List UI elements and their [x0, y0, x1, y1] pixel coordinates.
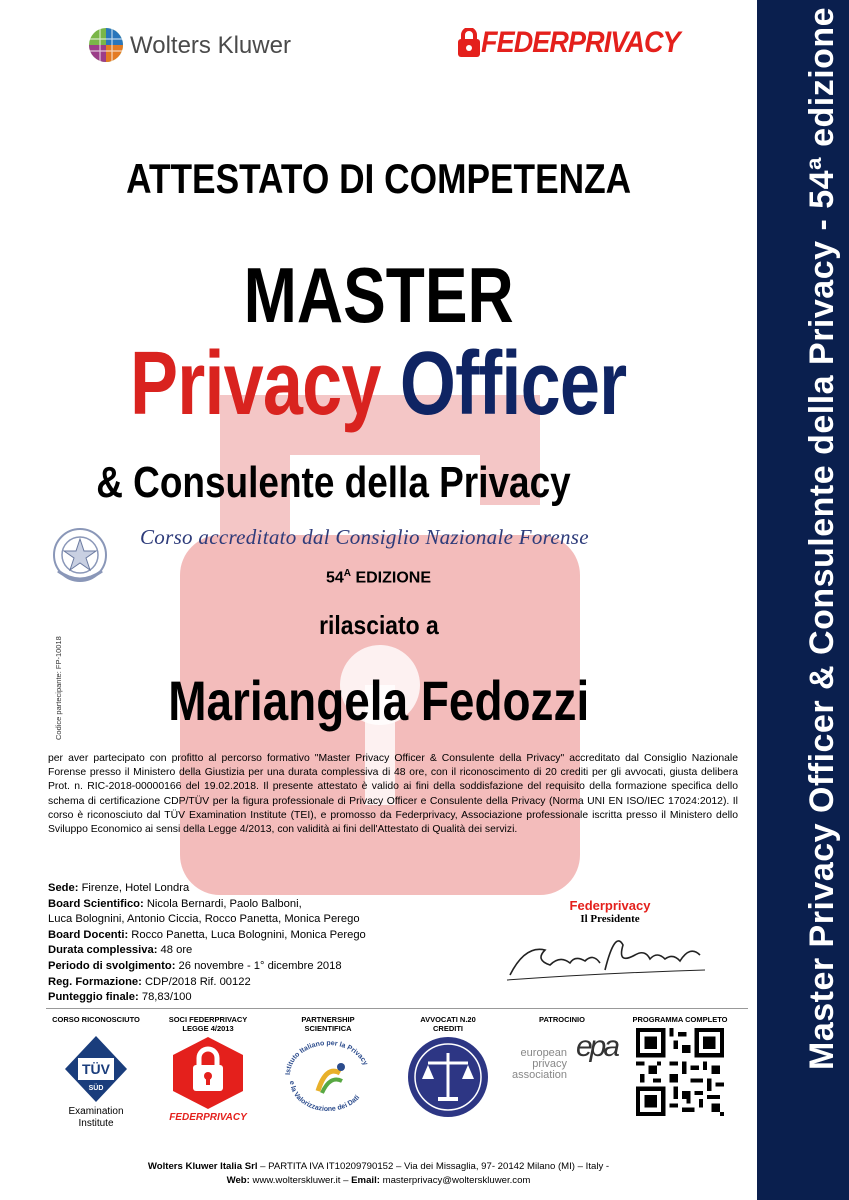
certificate-heading: ATTESTATO DI COMPETENZA — [125, 155, 632, 202]
badge-avvocati-caption: AVVOCATI N.20 CREDITI — [420, 1015, 476, 1033]
badge-programma-caption: PROGRAMMA COMPLETO — [632, 1015, 728, 1024]
punteggio-label: Punteggio finale: — [48, 991, 139, 1004]
footer-line-2 — [0, 1174, 757, 1187]
epa-mark: epa — [576, 1030, 618, 1063]
footer-company-details: – PARTITA IVA IT10209790152 – Via dei Missaglia, 97- 20142 Milano (MI) – Italy - — [257, 1161, 610, 1172]
president-signature — [505, 925, 715, 985]
footer-company: Wolters Kluwer Italia Srl — [147, 1161, 258, 1172]
board-sci-label: Board Scientifico: — [48, 897, 144, 910]
accreditation-line: Corso accreditato dal Consiglio Nazionale Forense — [140, 525, 589, 549]
board-doc-value: Rocco Panetta, Luca Bolognini, Monica Perego — [131, 928, 366, 941]
issued-to-wrap — [0, 610, 757, 644]
signature-role: Il Presidente — [580, 913, 640, 925]
footer-line-1 — [0, 1160, 757, 1173]
separator-line — [46, 1008, 748, 1009]
badge-partnership — [268, 1015, 388, 1117]
federprivacy-badge-icon — [171, 1035, 245, 1111]
program-title-officer: Officer — [400, 334, 627, 434]
periodo-value: 26 novembre - 1° dicembre 2018 — [178, 959, 342, 972]
epa-line-3: association — [512, 1069, 568, 1081]
board-doc-label: Board Docenti: — [48, 928, 129, 941]
badge-federprivacy-caption: SOCI FEDERPRIVACY LEGGE 4/2013 — [168, 1015, 248, 1033]
badge-federprivacy — [148, 1015, 268, 1122]
footer-web-label: Web: — [226, 1175, 250, 1186]
badge-patrocinio — [502, 1015, 622, 1118]
svg-text:Istituto Italiano per la Priva — [285, 1040, 369, 1075]
badge-programma — [620, 1015, 740, 1118]
recipient-name-wrap — [0, 668, 757, 734]
istituto-privacy-logo — [278, 1035, 378, 1115]
tuv-sud-icon — [61, 1034, 131, 1104]
sede-label: Sede: — [48, 882, 79, 894]
reg-label: Reg. Formazione: — [48, 975, 142, 988]
program-subtitle: & Consulente della Privacy — [96, 458, 571, 507]
edition-superscript: A — [343, 568, 351, 579]
footer-email[interactable]: masterprivacy@wolterskluwer.com — [379, 1175, 531, 1186]
program-title-privacy: Privacy — [130, 334, 381, 434]
scales-of-justice-icon — [406, 1035, 490, 1119]
wolters-kluwer-wordmark: Wolters Kluwer — [130, 32, 291, 59]
signature-org: Federprivacy — [569, 898, 651, 913]
badge-avvocati — [388, 1015, 508, 1121]
tuv-mark-text: TÜV — [82, 1061, 110, 1077]
recipient-name: Mariangela Fedozzi — [167, 669, 590, 732]
program-subtitle-wrap — [0, 458, 757, 508]
tuv-sub-2: Institute — [78, 1118, 114, 1129]
side-banner-title: Master Privacy Officer & Consulente della Privacy - 54ª edizione — [803, 6, 841, 1070]
program-title — [0, 333, 757, 433]
qr-code-icon[interactable] — [636, 1028, 724, 1116]
badge-partnership-caption: PARTNERSHIP SCIENTIFICA — [301, 1015, 355, 1033]
footer-web[interactable]: www.wolterskluwer.it – — [249, 1175, 352, 1186]
punteggio-value: 78,83/100 — [141, 991, 192, 1004]
sede-value: Firenze, Hotel Londra — [81, 882, 190, 894]
badge-tuv-caption: CORSO RICONOSCIUTO — [52, 1015, 140, 1024]
course-details — [48, 881, 366, 1006]
istituto-arc-top: Istituto Italiano per la Privacy — [284, 1039, 369, 1076]
footer-email-label: Email: — [351, 1175, 380, 1186]
tuv-sub-1: Examination — [68, 1106, 124, 1117]
board-sci-value-1: Nicola Bernardi, Paolo Balboni, — [146, 897, 302, 910]
wolters-kluwer-mark-icon — [88, 27, 124, 63]
istituto-arc-bottom: e la Valorizzazione dei Dati — [287, 1080, 362, 1114]
wolters-kluwer-logo — [88, 27, 318, 63]
federprivacy-badge-text: FEDERPRIVACY — [169, 1112, 247, 1123]
epa-logo — [502, 1030, 622, 1118]
edition-number: 54 — [325, 569, 344, 587]
federprivacy-wordmark: FEDERPRIVACY — [481, 26, 680, 59]
master-title: MASTER — [243, 251, 514, 339]
certificate-heading-wrap — [0, 155, 757, 205]
federprivacy-logo — [455, 26, 725, 62]
certificate-description: per aver partecipato con profitto al percorso formativo "Master Privacy Officer & Consulente della Privacy" accreditato dal Consiglio Nazionale Forense presso il Ministero della Giustizia per una durata complessiva di 48 ore, con il riconoscimento di 20 crediti per gli avvocati, giusta delibera Prot. n. RIC-2018-00000166 del 19.02.2018. Il presente attestato è valido ai fini della soddisfazione del requisito della formazione specifica dello schema di certificazione CDP/TÜV per la figura professionale di Privacy Officer e Consulente della Privacy (Norma UNI EN ISO/IEC 17024:2012). Il corso è riconosciuto dal TÜV Examination Institute (TEI), e promosso da Federprivacy, Associazione professionale iscritta presso il Ministero dello Sviluppo Economico ai sensi della Legge 4/2013, con validità ai fini dell'Attestato di Qualità dei servizi. — [48, 753, 738, 836]
epa-line-2: privacy — [532, 1058, 568, 1070]
periodo-label: Periodo di svolgimento: — [48, 959, 176, 972]
durata-value: 48 ore — [160, 944, 193, 957]
badge-patrocinio-caption: PATROCINIO — [539, 1015, 585, 1024]
side-banner — [757, 0, 849, 1200]
badge-tuv — [36, 1015, 156, 1130]
issued-to: rilasciato a — [318, 610, 439, 640]
master-title-wrap — [0, 250, 757, 339]
tuv-mark-sub: SÜD — [88, 1085, 104, 1092]
federprivacy-lock-icon — [455, 28, 483, 58]
edition-line — [0, 568, 757, 587]
participant-code: Codice partecipante: FP-10018 — [54, 636, 63, 740]
board-sci-value-2: Luca Bolognini, Antonio Ciccia, Rocco Panetta, Monica Perego — [48, 913, 360, 926]
durata-label: Durata complessiva: — [48, 944, 158, 957]
signature-block — [520, 898, 700, 925]
edition-word: EDIZIONE — [355, 569, 432, 587]
epa-line-1: european — [520, 1047, 568, 1059]
reg-value: CDP/2018 Rif. 00122 — [144, 975, 251, 988]
